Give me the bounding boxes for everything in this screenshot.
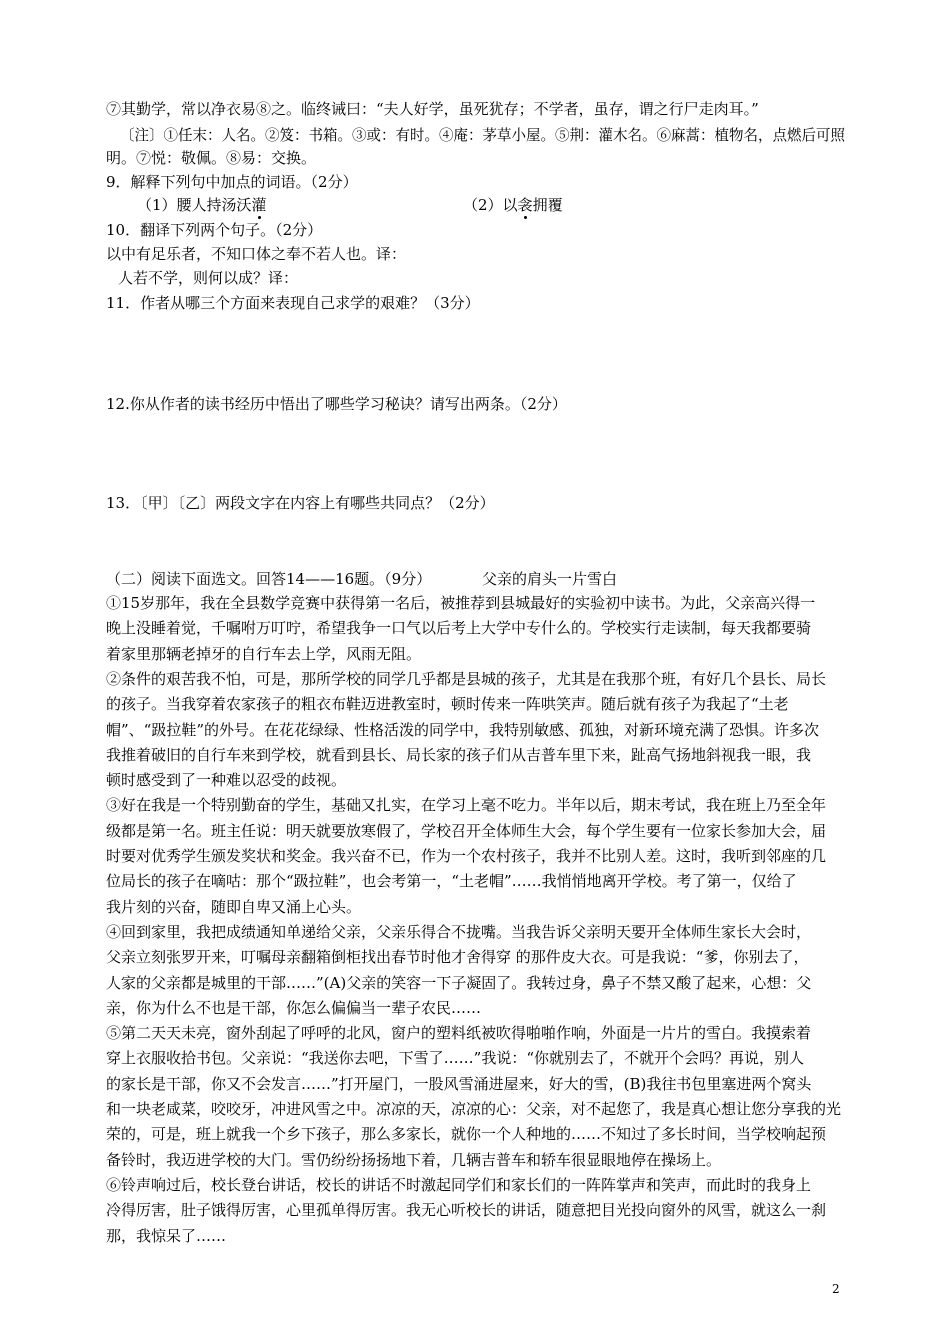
question-9-item-1: （1）腰人持汤沃灌 [137,196,267,214]
passage-line: 位局长的孩子在嘀咕：那个“趿拉鞋”，也会考第一，“土老帽”……我悄悄地离开学校。考了第一，仅给了 [106,872,797,891]
passage-line: ⑥铃声响过后，校长登台讲话，校长的讲话不时激起同学们和家长们的一阵阵掌声和笑声，而此时的我身上 [106,1175,812,1194]
passage-line: 父亲立刻张罗开来，叮嘱母亲翻箱倒柜找出春节时他才舍得穿 的那件皮大衣。可是我说：“爹，你别去了， [106,948,809,967]
question-12: 12.你从作者的读书经历中悟出了哪些学习秘诀？请写出两条。（2分） [106,395,567,413]
passage-title: 父亲的肩头一片雪白 [482,570,618,588]
passage-line: ①15岁那年，我在全县数学竞赛中获得第一名后，被推荐到县城最好的实验初中读书。为此，父亲高兴得一 [106,594,816,612]
passage-line: 那，我惊呆了…… [106,1226,227,1245]
quote-line: ⑦其勤学，常以净衣易⑧之。临终诫曰：“夫人好学，虽死犹存；不学者，虽存，谓之行尸走肉耳。” [106,100,759,118]
passage-line: 和一块老咸菜，咬咬牙，冲进风雪之中。凉凉的天，凉凉的心：父亲，对不起您了，我是真心想让您分享我的光 [106,1100,842,1118]
passage-line: 时要对优秀学生颁发奖状和奖金。我兴奋不已，作为一个农村孩子，我并不比别人差。这时，我听到邻座的几 [106,847,827,865]
passage-line: 我片刻的兴奋，随即自卑又涌上心头。 [106,897,362,916]
passage-line: 亲，你为什么不也是干部，你怎么偏偏当一辈子农民…… [106,998,482,1017]
passage-line: 我推着破旧的自行车来到学校，就看到县长、局长家的孩子们从吉普车里下来，趾高气扬地斜视我一眼，我 [106,745,812,764]
passage-line: 晚上没睡着觉，千嘱咐万叮咛，希望我争一口气以后考上大学中专什么的。学校实行走读制，每天我都要骑 [106,619,812,638]
question-9-item-2: （2）以衾拥覆 [463,196,563,214]
dotted-word: 衾 [517,196,533,214]
question-10-sentence-2: 人若不学，则何以成？译： [118,269,299,287]
question-11: 11．作者从哪三个方面来表现自己求学的艰难？（3分） [106,294,480,312]
notes-line-2: 明。⑦悦：敬佩。⑧易：交换。 [106,149,317,167]
question-9-title: 9．解释下列句中加点的词语。（2分） [106,173,358,191]
passage-line: 备铃时，我迈进学校的大门。雪仍纷纷扬扬地下着，几辆吉普车和轿车很显眼地停在操场上。 [106,1150,722,1169]
question-10-title: 10．翻译下列两个句子。（2分） [106,221,323,239]
passage-line: 冷得厉害，肚子饿得厉害，心里孤单得厉害。我无心听校长的讲话，随意把目光投向窗外的风雪，就这么一刹 [106,1201,827,1220]
passage-line: 帽”、“趿拉鞋”的外号。在花花绿绿、性格活泼的同学中，我特别敏感、孤独，对新环境充满了恐惧。许多次 [106,720,820,739]
passage-line: 级都是第一名。班主任说：明天就要放寒假了，学校召开全体师生大会，每个学生要有一位家长参加大会，届 [106,821,827,840]
passage-line: ④回到家里，我把成绩通知单递给父亲，父亲乐得合不拢嘴。当我告诉父亲明天要开全体师生家长大会时， [106,922,812,941]
passage-line: ③好在我是一个特别勤奋的学生，基础又扎实，在学习上毫不吃力。半年以后，期末考试，我在班上乃至全年 [106,796,827,815]
section-2-heading: （二）阅读下面选文。回答14——16题。（9分） [106,570,432,588]
question-10-sentence-1: 以中有足乐者，不知口体之奉不若人也。译： [106,245,407,263]
passage-line: 穿上衣服收拾书包。父亲说：“我送你去吧，下雪了……”我说：“你就别去了，不就开个会吗？再说，别人 [106,1049,805,1068]
passage-line: ⑤第二天天未亮，窗外刮起了呼呼的北风，窗户的塑料纸被吹得啪啪作响，外面是一片片的雪白。我摸索着 [106,1024,812,1043]
notes-line-1: 〔注〕①任末：人名。②笈：书箱。③或：有时。④庵：茅草小屋。⑤荆：灌木名。⑥麻蒿：植物名，点燃后可照 [120,126,846,144]
dotted-word: 灌 [251,196,267,214]
passage-line: 顿时感受到了一种难以忍受的歧视。 [106,771,347,790]
page-number: 2 [832,1282,840,1296]
question-13: 13．〔甲〕〔乙〕两段文字在内容上有哪些共同点？（2分） [106,494,495,512]
passage-line: 人家的父亲都是城里的干部……”(A)父亲的笑容一下子凝固了。我转过身，鼻子不禁又酸了起来，心想：父 [106,973,812,992]
passage-line: 的家长是干部，你又不会发言……”打开屋门，一股风雪涌进屋来，好大的雪，(B)我往书包里塞进两个窝头 [106,1074,812,1093]
passage-line: 荣的，可是，班上就我一个乡下孩子，那么多家长，就你一个人种地的……不知过了多长时间，当学校响起预 [106,1125,827,1144]
passage-line: 着家里那辆老掉牙的自行车去上学，风雨无阻。 [106,644,422,663]
passage-line: 的孩子。当我穿着农家孩子的粗衣布鞋迈进教室时，顿时传来一阵哄笑声。随后就有孩子为我起了“土老 [106,695,789,714]
passage-line: ②条件的艰苦我不怕，可是，那所学校的同学几乎都是县城的孩子，尤其是在我那个班，有好几个县长、局长 [106,669,827,688]
